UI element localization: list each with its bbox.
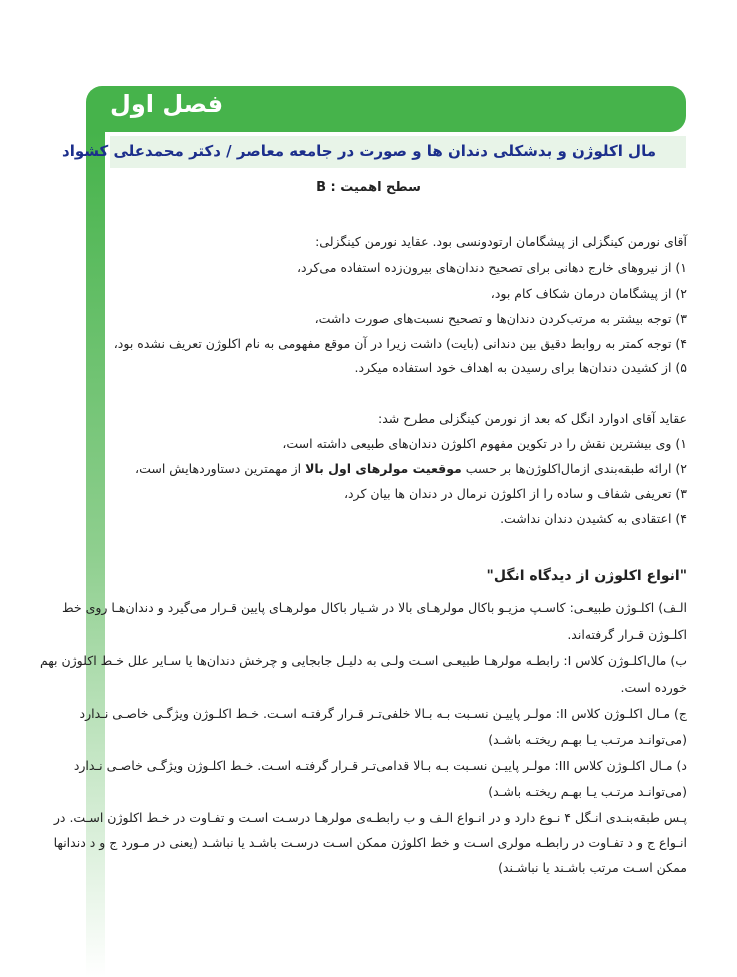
paragraph-line: انـواع ج و د تفـاوت در رابطـه مولری اسـت و خط اکلوژن ممکن اسـت درسـت باشـد یا نباشـد (یعنی در مـورد ج و د دندانها	[53, 835, 687, 850]
list-item: ۴) توجه کمتر به روابط دقیق بین دندانی (بایت) داشت زیرا در آن موقع مفهومی به نام اکلوژن تعریف نشده بود،	[113, 336, 687, 351]
paragraph-line: ممکن اسـت مرتب باشـند یا نباشـند)	[498, 860, 687, 875]
paragraph-line: د) مـال اکلـوژن کلاس III: مولـر پاییـن نسـبت بـه بـالا قدامی‌تـر قـرار گرفتـه اسـت. خـط اکلـوژن ویژگـی خاصـی نـدارد	[73, 758, 687, 773]
list-item: ۱) از نیروهای خارج دهانی برای تصحیح دندان‌های بیرون‌زده استفاده می‌کرد،	[296, 260, 687, 275]
paragraph-line: اکلـوژن قـرار گرفته‌اند.	[567, 627, 687, 642]
paragraph-line: (می‌توانـد مرتـب یـا بهـم ریختـه باشـد)	[488, 732, 687, 747]
chapter-title: فصل اول	[110, 90, 224, 118]
chapter-header	[86, 86, 686, 132]
subtitle-band	[62, 136, 686, 168]
paragraph-line: (می‌توانـد مرتـب یـا بهـم ریختـه باشـد)	[488, 784, 687, 799]
paragraph-line: پـس طبقه‌بنـدی انـگل ۴ نـوع دارد و در انـواع الـف و ب رابطـه‌ی مولرهـا درسـت اسـت و تفـاوت در خـط اکلوژن اسـت. در	[53, 810, 687, 825]
section-subtitle: مال اکلوژن و بدشکلی دندان ها و صورت در جامعه معاصر / دکتر محمدعلی کشواد	[62, 142, 656, 160]
list-item	[135, 460, 687, 478]
types-heading: "انواع اکلوژن از دیدگاه انگل"	[486, 568, 687, 584]
kingsley-intro: آقای نورمن کینگزلی از پیشگامان ارتودونسی بود. عقاید نورمن کینگزلی:	[315, 234, 687, 249]
paragraph-line: خورده است.	[620, 680, 687, 695]
list-item: ۲) از پیشگامان درمان شکاف کام بود،	[490, 286, 687, 301]
importance-level: سطح اهمیت : B	[316, 180, 421, 195]
paragraph-line: ج) مـال اکلـوژن کلاس II: مولـر پاییـن نسـبت بـه بـالا خلفی‌تـر قـرار گرفتـه اسـت. خـط اکلـوژن ویژگـی خاصـی نـدارد	[79, 706, 687, 721]
paragraph-line: ب) مال‌اکلـوژن کلاس I: رابطـه مولرهـا طبیعـی اسـت ولـی به دلیـل جابجایی و چرخش دندان‌ها یا سـایر علل خـط اکلوژن بهم	[39, 653, 687, 668]
angle-intro: عقاید آقای ادوارد انگل که بعد از نورمن کینگزلی مطرح شد:	[378, 411, 687, 426]
list-item: ۱) وی بیشترین نقش را در تکوین مفهوم اکلوژن دندان‌های طبیعی داشته است،	[282, 436, 687, 451]
list-item: ۳) تعریفی شفاف و ساده را از اکلوژن نرمال در دندان ها بیان کرد،	[343, 486, 687, 501]
paragraph-line: الـف) اکلـوژن طبیعـی: کاسـپ مزیـو باکال مولرهـای بالا در شـیار باکال مولرهـای پایین قـرار می‌گیرد و دندان‌هـا روی خط	[62, 600, 687, 615]
item-text: از مهمترین دستاوردهایش است،	[135, 461, 306, 476]
list-item: ۵) از کشیدن دندان‌ها برای رسیدن به اهداف خود استفاده میکرد.	[354, 360, 687, 375]
item-bold-text: موقعیت مولرهای اول بالا	[305, 461, 462, 476]
list-item: ۴) اعتقادی به کشیدن دندان نداشت.	[500, 511, 687, 526]
item-text: ۲) ارائه طبقه‌بندی ازمال‌اکلوژن‌ها بر حسب	[461, 461, 687, 476]
list-item: ۳) توجه بیشتر به مرتب‌کردن دندان‌ها و تصحیح نسبت‌های صورت داشت،	[314, 311, 687, 326]
